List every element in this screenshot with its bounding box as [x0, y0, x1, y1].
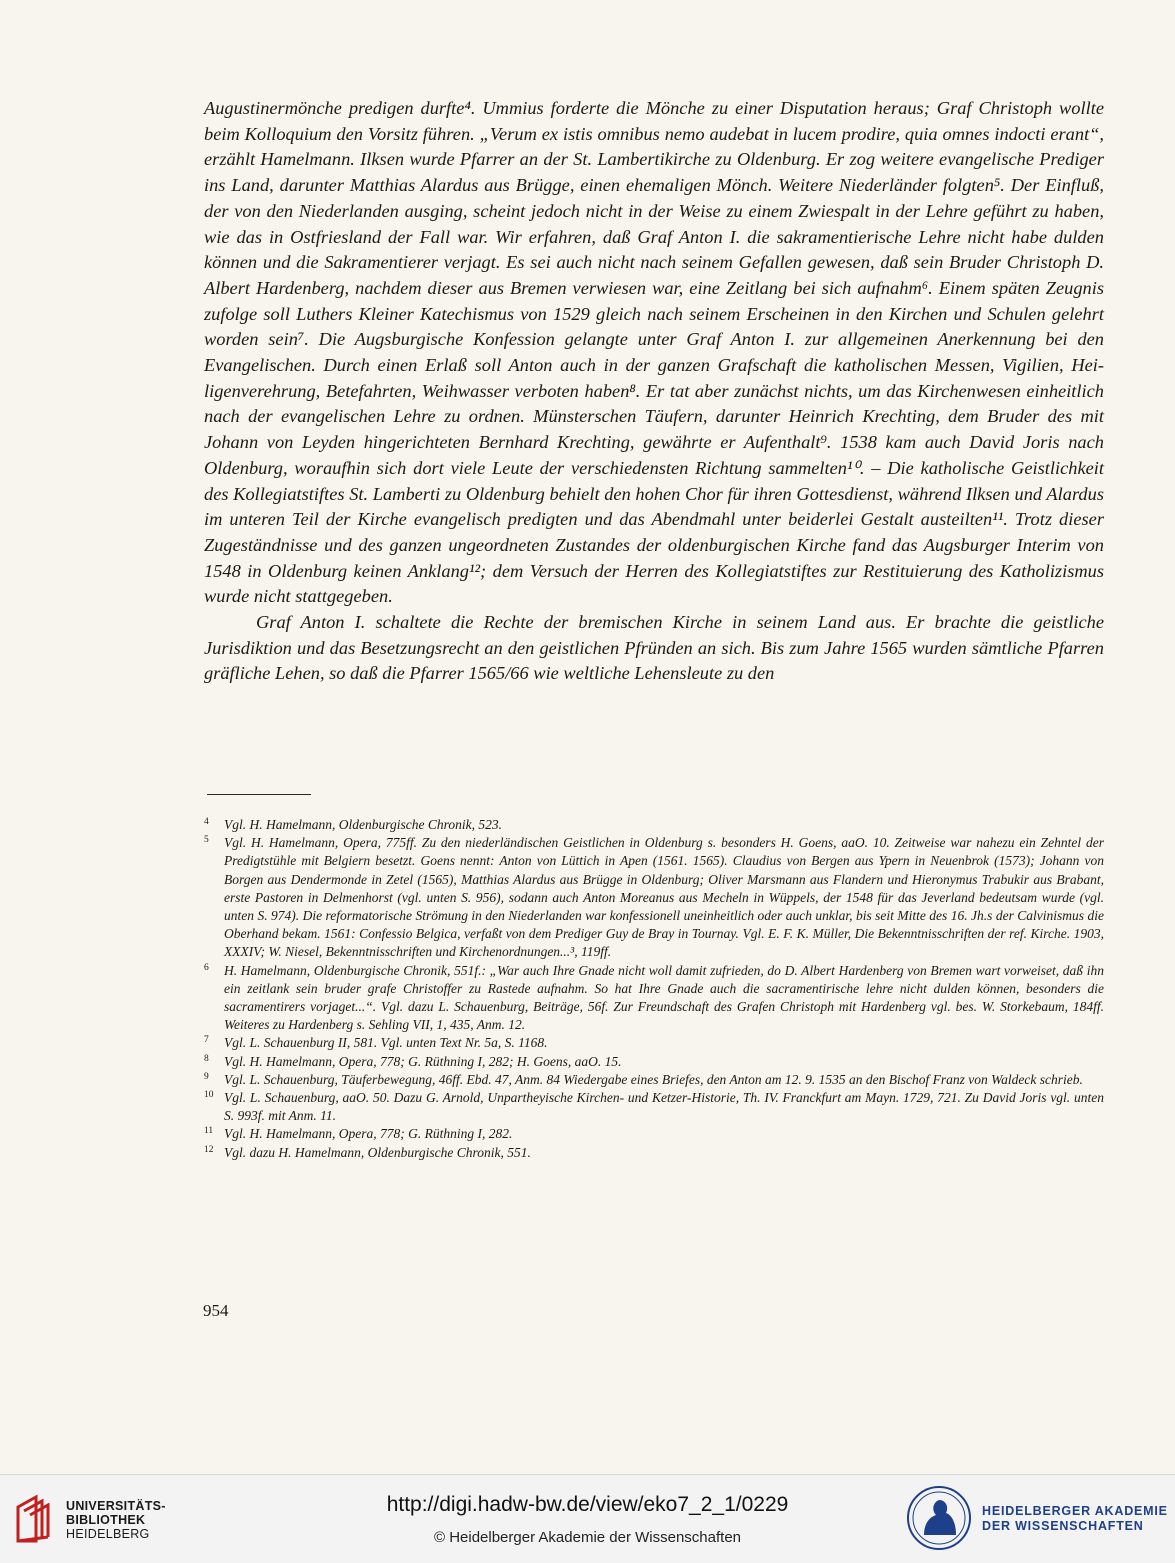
- footnote-text: Vgl. L. Schauenburg, aaO. 50. Dazu G. Arnold, Unpartheyische Kirchen- und Ketzer-Historie, Th. IV. Franckfurt am Mayn. 1729, 721. Zu David Joris vgl. unten S. 993f. mit Anm. 11.: [224, 1090, 1104, 1124]
- footnote-text: Vgl. H. Hamelmann, Opera, 778; G. Rüthning I, 282.: [224, 1126, 513, 1142]
- footnote-number: 12: [204, 1144, 214, 1155]
- footnote-divider: [207, 794, 311, 795]
- footnote-text: Vgl. H. Hamelmann, Oldenburgische Chronik, 523.: [224, 817, 502, 832]
- footnote-4: [204, 816, 1104, 834]
- footnote-11: [204, 1125, 1104, 1143]
- body-paragraph-2: Graf Anton I. schaltete die Rechte der bremischen Kirche in seinem Land aus. Er brachte die geistliche Jurisdiktion und das Besetzungsrecht an den geistlichen Pfründen an sich. Bis zum Jahre 1565 wurden sämtliche Pfarren gräfliche Lehen, so daß die Pfarrer 1565/66 wie weltliche Lehensleute zu den: [204, 612, 1104, 684]
- footnote-number: 4: [204, 817, 209, 827]
- permalink-url[interactable]: http://digi.hadw-bw.de/view/eko7_2_1/0229: [386, 1493, 789, 1516]
- main-text: [204, 96, 1104, 687]
- library-name-line-1: UNIVERSITÄTS-: [66, 1499, 166, 1513]
- footnote-text: Vgl. L. Schauenburg, Täuferbewegung, 46ff. Ebd. 47, Anm. 84 Wiedergabe eines Briefes, den Anton am 12. 9. 1535 an den Bischof Franz von Waldeck schrieb.: [224, 1071, 1083, 1087]
- footnote-number: 9: [204, 1071, 209, 1082]
- footnote-text: Vgl. dazu H. Hamelmann, Oldenburgische Chronik, 551.: [224, 1144, 531, 1160]
- footnote-6: [204, 962, 1104, 1035]
- footnote-number: 7: [204, 1035, 209, 1046]
- footnote-8: [204, 1053, 1104, 1071]
- footnote-5: [204, 834, 1104, 961]
- footnote-number: 5: [204, 835, 209, 846]
- footnote-number: 6: [204, 962, 209, 973]
- footnote-7: [204, 1034, 1104, 1052]
- copyright-notice: © Heidelberger Akademie der Wissenschaften: [433, 1529, 742, 1546]
- library-name-line-3: HEIDELBERG: [66, 1527, 150, 1541]
- academy-seal-icon[interactable]: [906, 1485, 972, 1551]
- academy-name-line-2: DER WISSENSCHAFTEN: [982, 1519, 1144, 1533]
- page-number: 954: [203, 1301, 229, 1320]
- footnote-9: [204, 1071, 1104, 1089]
- footnote-12: [204, 1144, 1104, 1162]
- footnote-number: 10: [204, 1090, 214, 1101]
- body-paragraph-1: Augustinermönche predigen durfte⁴. Ummius forderte die Mönche zu einer Disputation heraus; Graf Christoph wollte beim Kolloquium den Vorsitz führen. „Verum ex istis omnibus nemo audebat in lucem prodire, quia omnes indocti erant“, erzählt Hamelmann. Ilksen wurde Pfarrer an der St. Lambertikirche zu Oldenburg. Er zog weitere evangelische Prediger ins Land, darunter Matthias Alardus aus Brügge, einen ehemaligen Mönch. Weitere Niederländer folgten⁵. Der Einfluß, der von den Niederlanden ausging, scheint jedoch nicht in der Weise zu einem Zwiespalt in der Lehre geführt zu haben, wie das in Ostfriesland der Fall war. Wir erfahren, daß Graf Anton I. die sakramentierische Lehre nicht habe dulden können und die Sakramentierer verjagt. Es sei auch nicht nach seinem Gefallen gewesen, daß sein Bruder Christoph D. Albert Hardenberg, nachdem dieser aus Bremen verwiesen war, eine Zeitlang bei sich aufnahm⁶. Einem späten Zeugnis zufolge soll Luthers Kleiner Katechismus von 1529 gleich nach seinem Erscheinen in den Kirchen und Schulen gelehrt worden sein⁷. Die Augsburgische Konfession gelangte unter Graf Anton I. zur allgemeinen Anerkennung bei den Evangelischen. Durch einen Erlaß soll Anton auch in der ganzen Grafschaft die katholischen Messen, Vigilien, Heiligenverehrung, Betefahrten, Weihwasser verboten haben⁸. Er tat aber zunächst nichts, um das Kirchenwesen einheitlich nach der evangelischen Lehre zu ordnen. Münsterschen Täufern, darunter Heinrich Krechting, dem Bruder des mit Johann von Leyden hingerichteten Bernhard Krechting, gewährte er Aufenthalt⁹. 1538 kam auch David Joris nach Oldenburg, woraufhin sich dort viele Leute der verschiedensten Richtung sammelten¹⁰. – Die katholische Geistlichkeit des Kollegiatstiftes St. Lamberti zu Oldenburg behielt den hohen Chor für ihren Gottesdienst, während Ilksen und Alardus im unteren Teil der Kirche evangelisch predigten und das Abendmahl unter beiderlei Gestalt austeilten¹¹. Trotz dieser Zugeständnisse und des ganzen ungeordneten Zustandes der oldenburgischen Kirche fand das Augsburger Interim von 1548 in Oldenburg keinen Anklang¹²; dem Versuch der Herren des Kollegiatstiftes zur Restituierung des Katholizismus wurde nicht stattgegeben.: [204, 98, 1104, 607]
- footnote-text: H. Hamelmann, Oldenburgische Chronik, 551f.: „War auch Ihre Gnade nicht woll damit zufrieden, do D. Albert Hardenberg von Bremen wart vorweiset, daß ihn ein zeitlank sein bruder grafe Christoffer zu Rastede aufnahm. So hat Ihre Gnade auch die sacramentirische lehre nicht dulden können, besonders die sacramentirers vorjaget...“. Vgl. dazu L. Schauenburg, Beiträge, 56f. Zur Freundschaft des Grafen Christoph mit Hardenberg vgl. bes. W. Storkebaum, 184ff. Weiteres zu Hardenberg s. Sehling VII, 1, 435, Anm. 12.: [224, 962, 1104, 1033]
- academy-name[interactable]: [982, 1504, 1168, 1534]
- academy-name-line-1: HEIDELBERGER AKADEMIE: [982, 1504, 1168, 1518]
- footnote-10: [204, 1089, 1104, 1125]
- footnote-text: Vgl. L. Schauenburg II, 581. Vgl. unten Text Nr. 5a, S. 1168.: [224, 1035, 548, 1051]
- footnote-number: 11: [204, 1126, 214, 1137]
- library-name-line-2: BIBLIOTHEK: [66, 1513, 146, 1527]
- footnote-number: 8: [204, 1053, 209, 1064]
- footnote-text: Vgl. H. Hamelmann, Opera, 775ff. Zu den niederländischen Geistlichen in Oldenburg s. besonders H. Goens, aaO. 10. Zeitweise war nahezu ein Zehntel der Predigtstühle mit Belgiern besetzt. Goens nennt: Anton von Lüttich in Apen (1561. 1565). Claudius von Bergen aus Ypern in Neuenbrok (1573); Johann von Borgen aus Dendermonde in Zetel (1565), Matthias Alardus aus Brügge in Oldenburg; Oliver Marsmann aus Flandern und Hieronymus Trabukir aus Brabant, erste Pastoren in Delmenhorst (vgl. unten S. 956), sodann auch Anton Moreanus aus Mecheln in Wüppels, der 1548 für das Jeverland bedeutsam wurde (vgl. unten S. 974). Die reformatorische Strömung in den Niederlanden war konfessionell uneinheitlich oder auch unklar, bis seit Mitte des 16. Jh.s der Calvinismus die Oberhand bekam. 1561: Confessio Belgica, verfaßt von dem Prediger Guy de Bray in Tournay. Vgl. E. F. K. Müller, Die Bekenntnisschriften der ref. Kirche. 1903, XXXIV; W. Niesel, Bekenntnisschriften und Kirchenordnungen...³, 119ff.: [224, 835, 1104, 960]
- footnotes: [204, 816, 1104, 1162]
- footnote-text: Vgl. H. Hamelmann, Opera, 778; G. Rüthning I, 282; H. Goens, aaO. 15.: [224, 1053, 622, 1069]
- viewer-footer: [0, 1474, 1175, 1563]
